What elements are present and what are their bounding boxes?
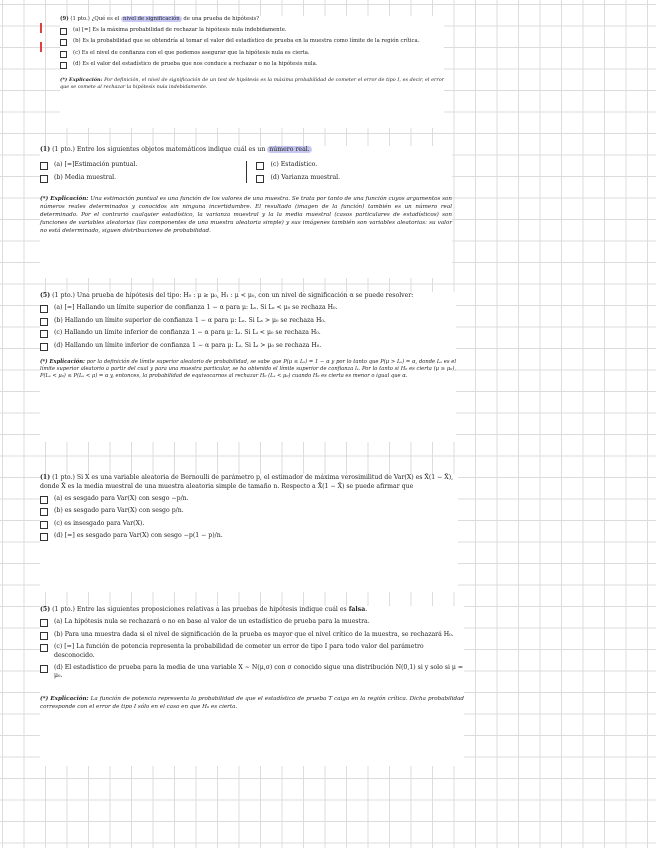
question-number: (9) bbox=[60, 16, 69, 22]
option-c[interactable] bbox=[40, 329, 456, 338]
option-d[interactable] bbox=[60, 61, 444, 69]
option-label: (c) [=] La función de potencia representa la probabilidad de cometer un error de tipo I para todo valor del parámetro desconocido. bbox=[54, 643, 424, 659]
question-points: (1 pto.) bbox=[52, 606, 75, 613]
explanation-text: La función de potencia representa la probabilidad de que el estadístico de prueba T caiga en la región crítica. Dicha probabilidad corresponde con el error de tipo I sólo en el caso en que H₀ es cierta. bbox=[40, 695, 464, 710]
question-stem: (5) (1 pto.) Entre las siguientes proposiciones relativas a las pruebas de hipótesis indique cuál es falsa. bbox=[40, 606, 368, 613]
checkbox[interactable] bbox=[40, 644, 48, 652]
question-block-5 bbox=[40, 606, 464, 766]
question-stem bbox=[40, 292, 456, 301]
option-b[interactable] bbox=[40, 631, 464, 640]
checkbox[interactable] bbox=[40, 508, 48, 516]
option-label: (d) Es el valor del estadístico de prueba que nos conduce a rechazar o no la hipótesis nula. bbox=[73, 61, 318, 68]
question-stem bbox=[40, 474, 458, 491]
option-label: (c) Estadístico. bbox=[270, 161, 318, 169]
option-label: (d) Hallando un límite inferior de confianza 1 − α para μ: Lᵢ. Si Lᵢ > μ₀ se rechaza H₀. bbox=[54, 341, 322, 349]
checkbox[interactable] bbox=[60, 51, 67, 58]
options-right-column bbox=[256, 158, 452, 183]
option-label: (b) Para una muestra dada si el nivel de significación de la prueba es mayor que el nivel crítico de la muestra, se rechazará H₀. bbox=[54, 630, 454, 638]
option-label: (c) Es el nivel de confianza con el que podemos asegurar que la hipótesis nula es cierta. bbox=[73, 49, 310, 56]
checkbox[interactable] bbox=[256, 175, 264, 183]
question-number: (5) bbox=[40, 606, 51, 613]
explanation-text: Por definición, el nivel de significación de un test de hipótesis es la máxima probabilidad de cometer el error de tipo I, es decir, el error que se comete al rechazar la hipótesis nula indebidamente. bbox=[60, 77, 444, 91]
option-label: (b) Es la probabilidad que se obtendría al tomar el valor del estadístico de prueba en la muestra como límite de la región crítica. bbox=[73, 38, 420, 45]
explanation bbox=[40, 359, 456, 381]
option-d[interactable] bbox=[40, 664, 464, 681]
checkbox[interactable] bbox=[40, 343, 48, 351]
question-stem bbox=[40, 146, 452, 155]
option-label: (c) es insesgado para Var(X). bbox=[54, 519, 145, 527]
explanation-label: (*) Explicación: bbox=[40, 695, 89, 702]
option-label: (a) La hipótesis nula se rechazará o no en base al valor de un estadístico de prueba para la muestra. bbox=[54, 618, 370, 626]
highlighted-term: número real. bbox=[269, 146, 310, 153]
stem-text: Una prueba de hipótesis del tipo: H₀ : μ ≥ μ₀, H₁ : μ < μ₀, con un nivel de significación α se puede resolver: bbox=[76, 292, 414, 299]
option-label: (b) es sesgado para Var(X) con sesgo p/n. bbox=[54, 507, 184, 515]
question-number: (1) bbox=[40, 474, 51, 481]
checkbox[interactable] bbox=[256, 162, 264, 170]
question-points: (1 pto.) bbox=[52, 474, 75, 481]
question-points: (1 pto.) bbox=[52, 146, 75, 153]
stem-text: Entre los siguientes objetos matemáticos indique cuál es un bbox=[76, 146, 266, 153]
option-label: (d) Varianza muestral. bbox=[270, 173, 341, 181]
option-d[interactable] bbox=[40, 532, 458, 541]
option-c[interactable] bbox=[60, 50, 444, 58]
explanation-label: (*) Explicación: bbox=[40, 358, 85, 365]
checkbox[interactable] bbox=[40, 619, 48, 627]
checkbox[interactable] bbox=[40, 175, 48, 183]
options-left-column bbox=[40, 158, 236, 183]
checkbox[interactable] bbox=[40, 318, 48, 326]
question-block-4 bbox=[40, 474, 458, 592]
option-label: (d) El estadístico de prueba para la media de una variable X ∼ N(μ,σ) con σ conocido sigue una distribución N(0,1) si y solo si μ = μ₀. bbox=[54, 663, 464, 680]
explanation bbox=[40, 195, 452, 235]
explanation bbox=[60, 77, 444, 91]
option-b[interactable] bbox=[60, 38, 444, 46]
column-divider bbox=[246, 161, 247, 183]
stem-emphasis: falsa bbox=[348, 606, 366, 613]
option-d[interactable] bbox=[40, 342, 456, 351]
question-number: (5) bbox=[40, 292, 51, 299]
explanation-label: (*) Explicación: bbox=[60, 77, 103, 84]
checkbox[interactable] bbox=[40, 162, 48, 170]
checkbox[interactable] bbox=[60, 39, 67, 46]
question-stem bbox=[60, 16, 444, 23]
option-label: (a) [=] Es la máxima probabilidad de rechazar la hipótesis nula indebidamente. bbox=[73, 26, 287, 33]
checkbox[interactable] bbox=[40, 496, 48, 504]
option-label: (d) [=] es sesgado para Var(X) con sesgo −p(1 − p)/n. bbox=[54, 532, 223, 540]
question-block-2 bbox=[40, 146, 452, 278]
question-points: (1 pto.) bbox=[70, 16, 90, 22]
option-label: (b) Hallando un límite superior de confianza 1 − α para μ: Lₛ. Si Lₛ > μ₀ se rechaza H₀. bbox=[54, 316, 326, 324]
option-label: (a) es sesgado para Var(X) con sesgo −p/n. bbox=[54, 494, 189, 502]
stem-text: Si X es una variable aleatoria de Bernoulli de parámetro p, el estimador de máxima verosimilitud de Var(X) es X̄(1 − X̄), donde X̄ es la media muestral de una muestra aleatoria simple de tamaño n. Respecto a X̄(1 − X̄) se puede afirmar que bbox=[40, 474, 454, 490]
option-a[interactable] bbox=[40, 304, 456, 313]
checkbox[interactable] bbox=[60, 62, 67, 69]
checkbox[interactable] bbox=[40, 632, 48, 640]
checkbox[interactable] bbox=[60, 28, 67, 35]
option-a[interactable] bbox=[60, 27, 444, 35]
option-b[interactable] bbox=[40, 507, 458, 516]
stem-text: ¿Qué es el bbox=[91, 16, 120, 22]
checkbox[interactable] bbox=[40, 521, 48, 529]
option-c[interactable] bbox=[40, 643, 464, 660]
option-c[interactable] bbox=[256, 161, 452, 170]
question-points: (1 pto.) bbox=[52, 292, 75, 299]
stem-text: Entre las siguientes proposiciones relativas a las pruebas de hipótesis indique cuál es bbox=[76, 606, 347, 613]
question-block-3 bbox=[40, 292, 456, 442]
red-margin-marker bbox=[40, 18, 45, 28]
option-label: (b) Media muestral. bbox=[54, 173, 117, 181]
stem-text-end: de una prueba de hipótesis? bbox=[183, 16, 260, 22]
explanation-text: Una estimación puntual es una función de los valores de una muestra. Se trata por tanto de una función cuyos argumentos son números reales determinados y conocidos sin ninguna incertidumbre. El resultado (imagen de la función) también es un número real determinado. Por el contrario cualquier estadístico, la varianza muestral y la la media muestral (casos particulares de estadísticos) son funciones de variables aleatorias (las componentes de una muestra aleatoria simple) y sus imágenes también son variables aleatorias: su valor no está determinado, siguen distribuciones de probabilidad. bbox=[40, 195, 453, 234]
option-label: (c) Hallando un límite inferior de confianza 1 − α para μ: Lᵢ. Si Lᵢ < μ₀ se rechaza H₀. bbox=[54, 329, 321, 337]
question-number: (1) bbox=[40, 146, 51, 153]
explanation bbox=[40, 695, 464, 711]
options-two-column bbox=[40, 158, 452, 183]
option-b[interactable] bbox=[40, 317, 456, 326]
checkbox[interactable] bbox=[40, 305, 48, 313]
option-c[interactable] bbox=[40, 520, 458, 529]
option-d[interactable] bbox=[256, 174, 452, 183]
option-b[interactable] bbox=[40, 174, 236, 183]
option-label: (a) [=] Hallando un límite superior de confianza 1 − α para μ: Lₛ. Si Lₛ < μ₀ se rechaza H₀. bbox=[54, 304, 338, 312]
highlighted-term: nivel de significación bbox=[123, 16, 180, 22]
question-block-1 bbox=[60, 16, 444, 128]
option-a[interactable] bbox=[40, 618, 464, 627]
option-a[interactable] bbox=[40, 495, 458, 504]
option-label: (a) [=]Estimación puntual. bbox=[54, 161, 138, 169]
checkbox[interactable] bbox=[40, 665, 48, 673]
explanation-label: (*) Explicación: bbox=[40, 195, 89, 202]
explanation-text: por la definición de límite superior aleatorio de probabilidad, se sabe que P(μ ≤ Lₛ) = 1 − α y por lo tanto que P(μ > Lₛ) = α, donde Lₛ es el límite superior aleatorio a partir del cual y para una muestra particular, se ha obtenido el límite superior de confianza lₛ. Por lo tanto si H₀ es cierta (μ ≥ μ₀), P(Lₛ < μ₀) ≤ P(Lₛ < μ) = α y, entonces, la probabilidad de equivocarnos al rechazar H₀ (Lₛ < μ₀) cuando H₀ es cierta es menor o igual que α. bbox=[40, 358, 456, 380]
checkbox[interactable] bbox=[40, 330, 48, 338]
checkbox[interactable] bbox=[40, 533, 48, 541]
option-a[interactable] bbox=[40, 161, 236, 170]
